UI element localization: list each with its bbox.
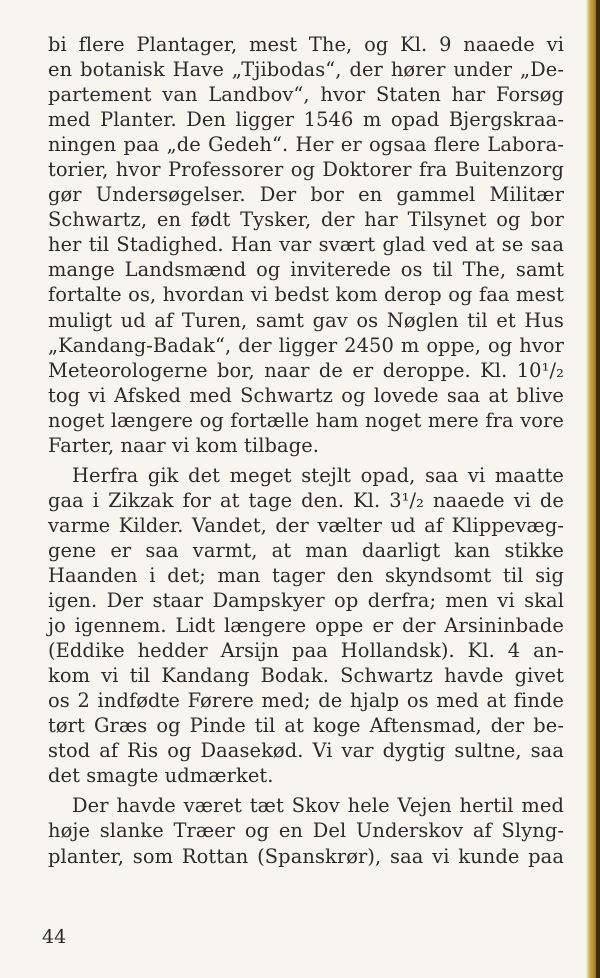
text-line: bi flere Plantager, mest The, og Kl. 9 naaede vi: [48, 33, 564, 56]
book-spine-shadow: [596, 0, 600, 978]
text-line: tørt Græs og Pinde til at koge Aftensmad, der be-: [48, 714, 564, 738]
text-line: gaa i Zikzak for at tage den. Kl. 3¹/₂ naaede vi de: [48, 488, 564, 512]
text-line: Haanden i det; man tager den skyndsomt til sig: [48, 563, 564, 587]
text-line: tog vi Afsked med Schwartz og lovede saa at blive: [48, 383, 564, 407]
text-line: mange Landsmænd og inviterede os til The, samt: [48, 258, 564, 282]
page-body-text: [48, 32, 564, 869]
text-line: planter, som Rottan (Spanskrør), saa vi kunde paa: [48, 844, 564, 868]
page-number: 44: [42, 926, 67, 948]
text-line: kom vi til Kandang Bodak. Schwartz havde givet: [48, 664, 564, 688]
text-line: torier, hvor Professorer og Doktorer fra Buitenzorg: [48, 158, 564, 182]
text-line: jo igennem. Lidt længere oppe er der Arsininbade: [48, 614, 564, 638]
text-line: noget længere og fortælle ham noget mere fra vore: [48, 408, 564, 432]
text-line: høje slanke Træer og en Del Underskov af Slyng-: [48, 819, 564, 843]
text-line: varme Kilder. Vandet, der vælter ud af Klippevæg-: [48, 513, 564, 537]
text-line: en botanisk Have „Tjibodas“, der hører under „De-: [48, 58, 564, 82]
text-line: (Eddike hedder Arsijn paa Hollandsk). Kl. 4 an-: [48, 639, 564, 663]
text-line: gør Undersøgelser. Der bor en gammel Militær: [48, 183, 564, 207]
text-line: Schwartz, en født Tysker, der har Tilsynet og bor: [48, 208, 564, 232]
text-line: fortalte os, hvordan vi bedst kom derop og faa mest: [48, 283, 564, 307]
text-line: muligt ud af Turen, samt gav os Nøglen til et Hus: [48, 308, 564, 332]
text-line: det smagte udmærket.: [48, 764, 274, 788]
text-line: Meteorologerne bor, naar de er deroppe. Kl. 10¹/₂: [48, 358, 564, 382]
text-line: Der havde været tæt Skov hele Vejen hertil med: [72, 794, 564, 818]
text-line: ningen paa „de Gedeh“. Her er ogsaa flere Labora-: [48, 133, 564, 157]
text-line: Herfra gik det meget stejlt opad, saa vi maatte: [72, 463, 564, 487]
text-line: gene er saa varmt, at man daarligt kan stikke: [48, 538, 564, 562]
text-line: stod af Ris og Daasekød. Vi var dygtig sultne, saa: [48, 739, 564, 763]
text-line: „Kandang-Badak“, der ligger 2450 m oppe, og hvor: [48, 333, 564, 357]
text-line: Farter, naar vi kom tilbage.: [48, 433, 320, 457]
text-line: her til Stadighed. Han var svært glad ved at se saa: [48, 233, 564, 257]
text-line: med Planter. Den ligger 1546 m opad Bjergskraa-: [48, 108, 564, 132]
text-line: partement van Landbov“, hvor Staten har Forsøg: [48, 83, 564, 107]
text-line: os 2 indfødte Førere med; de hjalp os med at finde: [48, 689, 564, 713]
text-line: igen. Der staar Dampskyer op derfra; men vi skal: [48, 589, 564, 613]
